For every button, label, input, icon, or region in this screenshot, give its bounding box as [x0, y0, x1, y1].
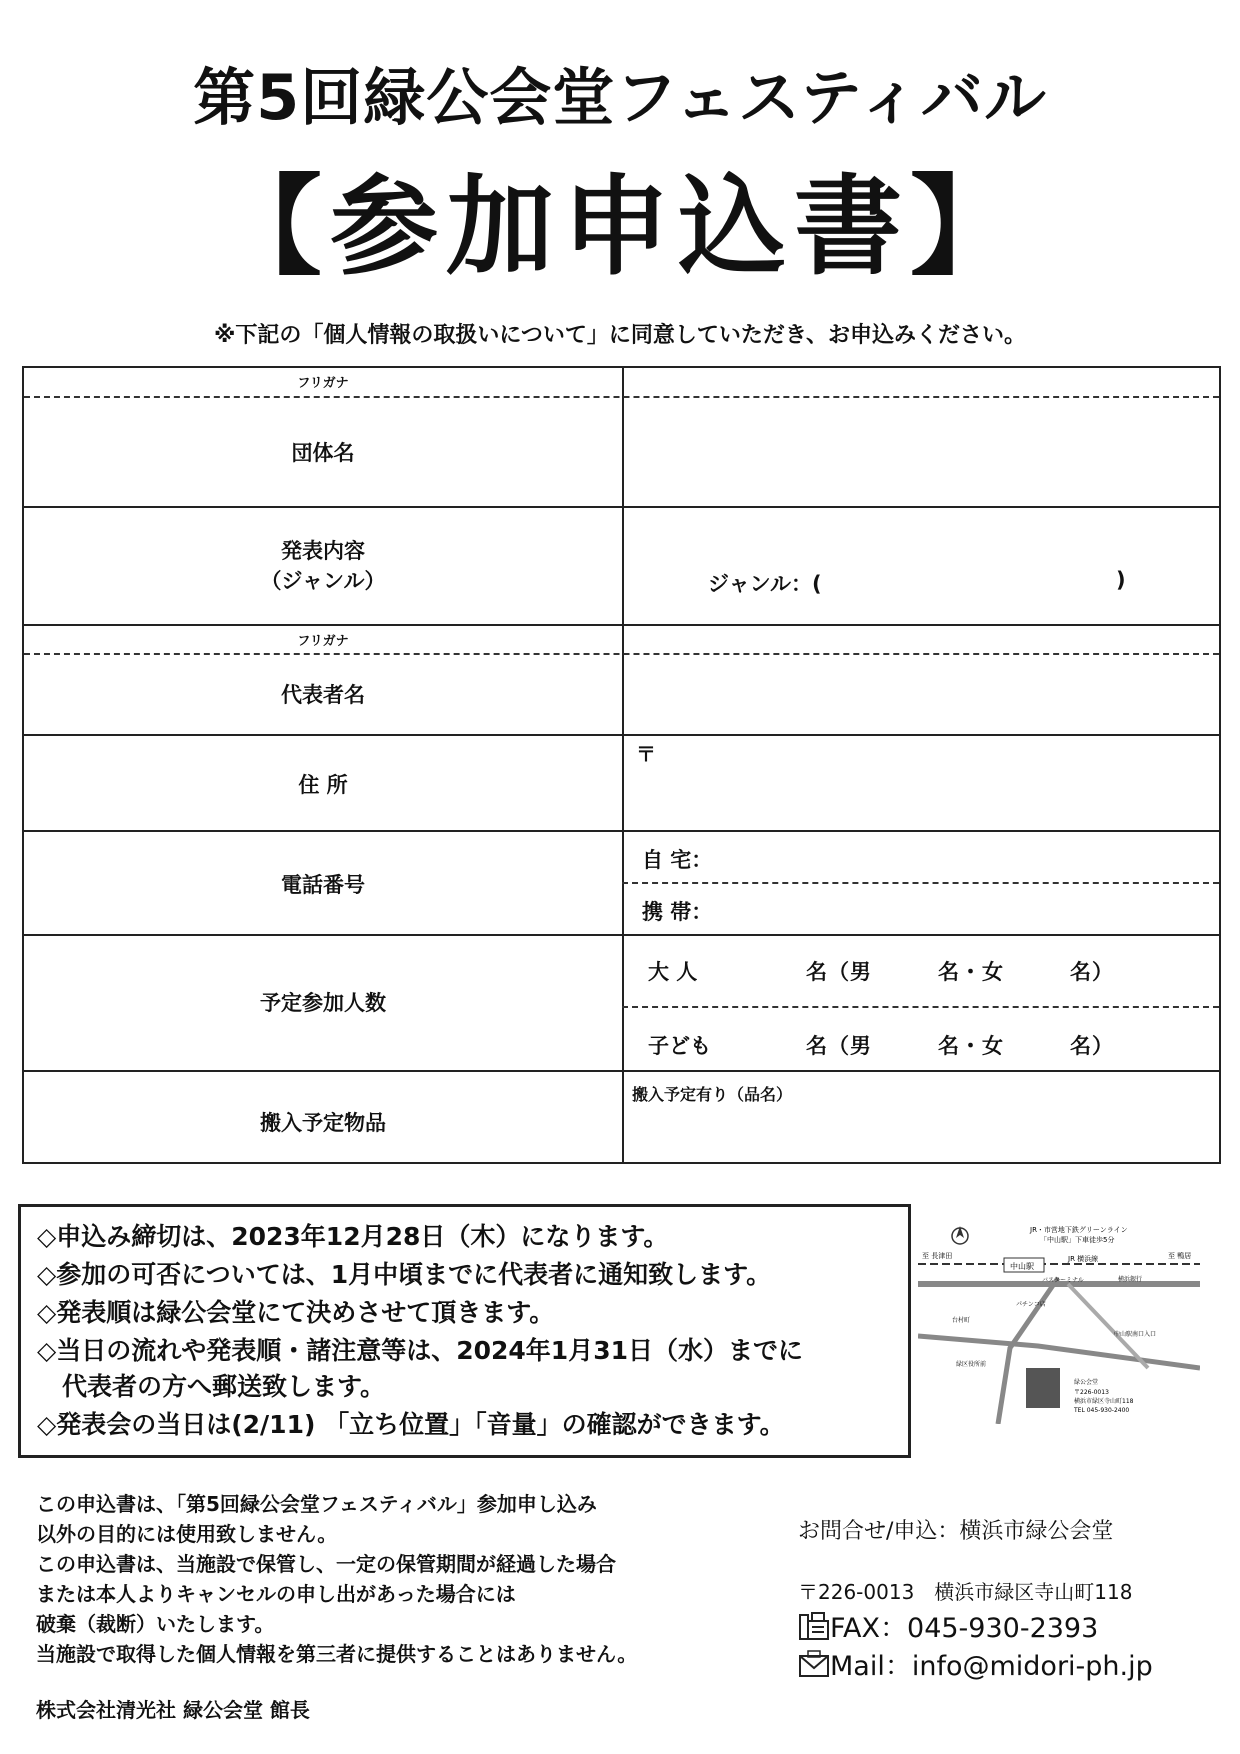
consent-notice: ※下記の「個人情報の取扱いについて」に同意していただき、お申込みください。 — [213, 323, 1027, 348]
phone-home-label: 自 宅： — [642, 848, 713, 872]
map-tsurugaya: 台村町 — [952, 1317, 971, 1324]
furigana-divider — [24, 653, 1219, 655]
phone-divider — [622, 882, 1219, 884]
contact-heading: お問合せ/申込：横浜市緑公会堂 — [798, 1519, 1114, 1544]
row-divider — [24, 934, 1219, 936]
map-pachinko: パチンコ店 — [1016, 1301, 1046, 1308]
genre-suffix: ) — [1116, 568, 1126, 592]
furigana-label: フリガナ — [297, 634, 349, 649]
info-order: ◇発表順は緑公会堂にて決めさせて頂きます。 — [37, 1298, 555, 1327]
row-divider — [24, 624, 1219, 626]
map-bank: 横浜銀行 — [1118, 1276, 1143, 1283]
page-title: 第5回緑公会堂フェスティバル — [193, 61, 1047, 134]
postal-mark: 〒 — [636, 742, 656, 766]
contact-address: 〒226-0013 横浜市緑区寺山町118 — [798, 1580, 1133, 1604]
column-divider — [622, 368, 624, 1162]
privacy-line: または本人よりキャンセルの申し出があった場合には — [36, 1582, 516, 1606]
contact-mail-row — [798, 1644, 1153, 1683]
map-walk-label: 「中山駅」下車徒歩5分 — [1040, 1236, 1115, 1244]
info-notification: ◇参加の可否については、1月中頃までに代表者に通知致します。 — [37, 1260, 772, 1289]
group-name-label: 団体名 — [291, 441, 355, 465]
privacy-line: 当施設で取得した個人情報を第三者に提供することはありません。 — [36, 1642, 638, 1666]
map-hall-name: 緑公会堂 — [1074, 1379, 1099, 1386]
contact-mail: Mail：info@midori-ph.jp — [830, 1651, 1153, 1682]
form-title: 【参加申込書】 — [213, 165, 1026, 290]
map-ward-office: 緑区役所前 — [956, 1361, 987, 1368]
map-hall-tel: TEL 045-930-2400 — [1074, 1407, 1130, 1414]
map-line-label: JR・市営地下鉄グリーンライン — [1030, 1226, 1128, 1234]
privacy-line: 破棄（裁断）いたします。 — [36, 1612, 275, 1636]
furigana-label: フリガナ — [297, 376, 349, 391]
row-divider — [24, 734, 1219, 736]
adult-count-text: 名（男 名・女 名） — [806, 960, 1114, 984]
row-divider — [24, 830, 1219, 832]
contact-fax-row — [798, 1606, 1098, 1645]
representative-label: 代表者名 — [281, 683, 365, 707]
access-map — [918, 1218, 1200, 1424]
map-jr-line: JR 横浜線 — [1068, 1255, 1099, 1263]
phone-mobile-label: 携 帯： — [642, 900, 713, 924]
signature: 株式会社清光社 緑公会堂 館長 — [36, 1698, 310, 1722]
map-right-dir: 至 鴨居 — [1168, 1252, 1192, 1260]
map-station: 中山駅 — [1010, 1262, 1034, 1271]
info-mail-date-cont: 代表者の方へ郵送致します。 — [37, 1372, 386, 1401]
info-box — [18, 1204, 911, 1458]
map-left-dir: 至 長津田 — [922, 1252, 953, 1260]
mail-icon — [798, 1650, 830, 1678]
map-entrance: 中山駅南口入口 — [1114, 1331, 1157, 1338]
adult-label: 大 人 — [648, 960, 698, 984]
info-mail-date: ◇当日の流れや発表順・諸注意等は、2024年1月31日（水）までに — [37, 1336, 803, 1365]
address-label: 住 所 — [298, 773, 348, 797]
privacy-line: この申込書は、当施設で保管し、一定の保管期間が経過した場合 — [36, 1552, 616, 1576]
items-label: 搬入予定物品 — [260, 1111, 386, 1135]
content-label: 発表内容 — [281, 539, 365, 563]
privacy-line: この申込書は、「第5回緑公会堂フェスティバル」参加申し込み — [36, 1492, 597, 1516]
row-divider — [24, 506, 1219, 508]
phone-label: 電話番号 — [281, 873, 365, 897]
map-hall-address: 横浜市緑区寺山町118 — [1074, 1398, 1134, 1405]
hall-building — [1026, 1368, 1060, 1408]
child-label: 子ども — [648, 1034, 711, 1058]
info-deadline: ◇申込み締切は、2023年12月28日（木）になります。 — [37, 1222, 669, 1251]
map-bus: バスターミナル — [1042, 1277, 1084, 1284]
furigana-divider — [24, 396, 1219, 398]
north-arrow-icon — [952, 1226, 968, 1244]
genre-prefix: ジャンル：( — [708, 572, 822, 596]
row-divider — [24, 1070, 1219, 1072]
map-hall-postal: 〒226-0013 — [1074, 1389, 1109, 1396]
participants-label: 予定参加人数 — [260, 991, 386, 1015]
contact-fax: FAX：045-930-2393 — [830, 1613, 1099, 1644]
application-form-table — [22, 366, 1221, 1164]
participants-divider — [622, 1006, 1219, 1008]
privacy-line: 以外の目的には使用致しません。 — [36, 1522, 338, 1546]
genre-sub-label: （ジャンル） — [260, 569, 386, 593]
info-rehearsal: ◇発表会の当日は(2/11) 「立ち位置」「音量」の確認ができます。 — [37, 1410, 785, 1439]
fax-icon — [798, 1611, 830, 1641]
child-count-text: 名（男 名・女 名） — [806, 1034, 1114, 1058]
items-note: 搬入予定有り（品名） — [632, 1085, 793, 1104]
